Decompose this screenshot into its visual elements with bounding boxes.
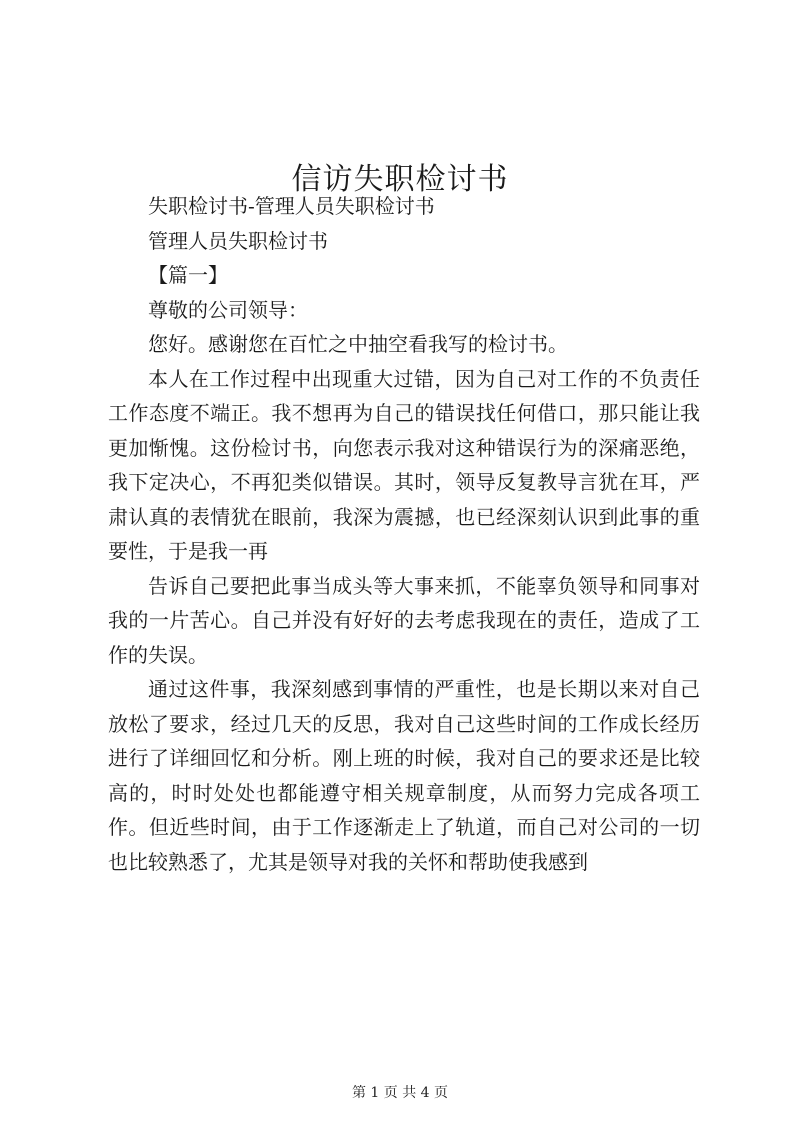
page-footer: 第 1 页 共 4 页 (351, 1085, 449, 1101)
greeting-paragraph: 您好。感谢您在百忙之中抽空看我写的检讨书。 (148, 332, 568, 356)
document-title: 信访失职检讨书 (291, 162, 509, 198)
document-body (108, 189, 700, 879)
subtitle-line: 失职检讨书-管理人员失职检讨书 (148, 194, 435, 218)
section-heading: 管理人员失职检讨书 (148, 228, 328, 253)
salutation: 尊敬的公司领导： (148, 297, 308, 322)
body-paragraph: 告诉自己要把此事当成头等大事来抓，不能辜负领导和同事对我的一片苦心。自己并没有好好的去考虑我现在的责任，造成了工作的失误。 (108, 573, 700, 667)
body-paragraph: 通过这件事，我深刻感到事情的严重性，也是长期以来对自己放松了要求，经过几天的反思，我对自己这些时间的工作成长经历进行了详细回忆和分析。刚上班的时候，我对自己的要求还是比较高的，时时处处也都能遵守相关规章制度，从而努力完成各项工作。但近些时间，由于工作逐渐走上了轨道，而自己对公司的一切也比较熟悉了，尤其是领导对我的关怀和帮助使我感到 (108, 677, 700, 874)
part-marker: 【篇一】 (148, 263, 228, 287)
body-paragraph: 本人在工作过程中出现重大过错，因为自己对工作的不负责任工作态度不端正。我不想再为自己的错误找任何借口，那只能让我更加惭愧。这份检讨书，向您表示我对这种错误行为的深痛恶绝，我下定决心，不再犯类似错误。其时，领导反复教导言犹在耳，严肃认真的表情犹在眼前，我深为震撼，也已经深刻认识到此事的重要性，于是我一再 (108, 366, 700, 563)
